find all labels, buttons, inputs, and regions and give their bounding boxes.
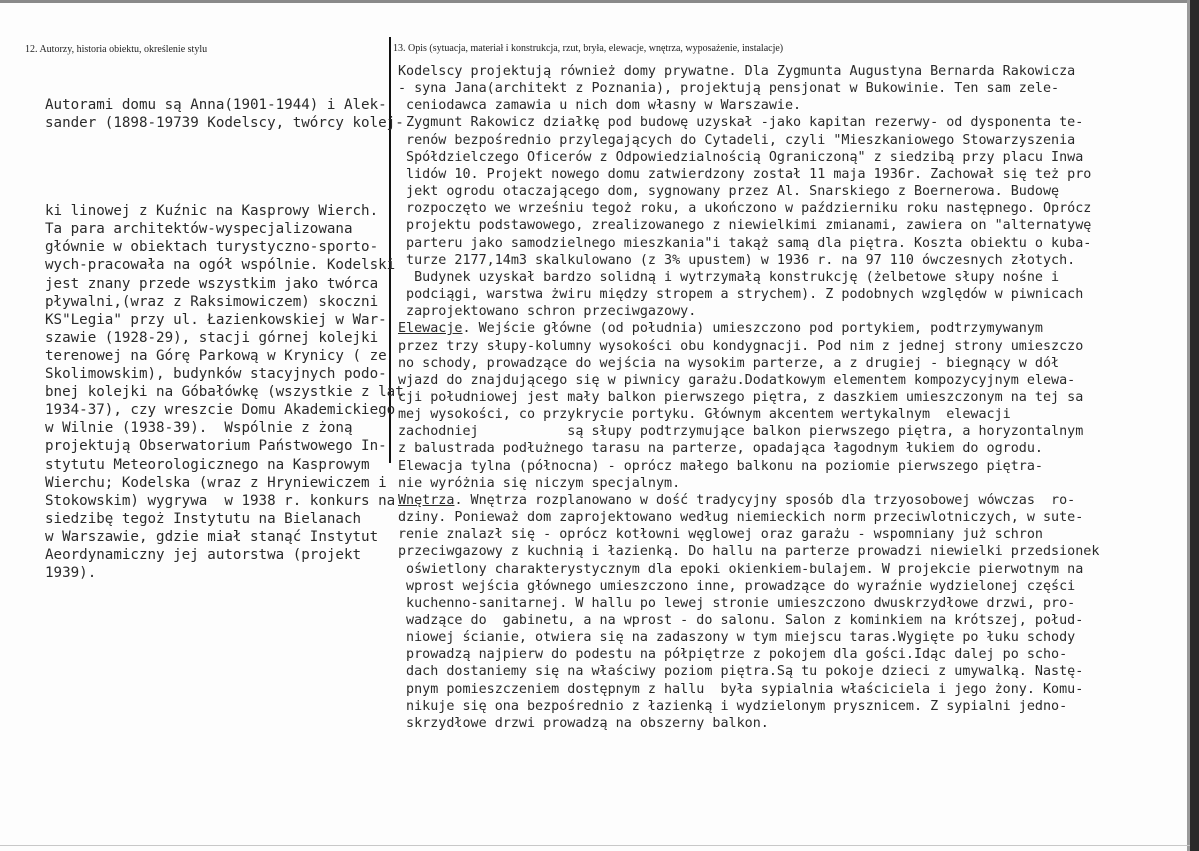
text-line: wprost wejścia głównego umieszczono inne, prowadzące do wyraźnie wydzielonej części — [398, 578, 1076, 594]
scan-bottom-edge — [0, 845, 1190, 846]
text-line: 1939). — [45, 565, 97, 582]
section-13-text — [398, 63, 1099, 732]
subsection-heading: Elewacje — [398, 321, 463, 337]
text-line: renie znalazł się - oprócz kotłowni węglowej oraz garażu - wspomniany już schron — [398, 527, 1043, 543]
text-line: sander (1898-19739 Kodelscy, twórcy kolej- — [45, 115, 404, 132]
text-line: głównie w obiektach turystyczno-sporto- — [45, 239, 379, 256]
text-line: parteru jako samodzielnego mieszkania"i takąż samą dla piętra. Koszta obiektu o kuba- — [398, 235, 1092, 251]
text-line: Spółdzielczego Oficerów z Odpowiedzialnością Ograniczoną" z siedzibą przy placu Inwa — [398, 149, 1084, 165]
text-line: 1934-37), czy wreszcie Domu Akademickiego — [45, 402, 396, 419]
text-line: pływalni,(wraz z Raksimowiczem) skoczni — [45, 293, 379, 310]
scan-right-border — [1190, 0, 1199, 851]
text-line: zachodniej są słupy podtrzymujące balkon pierwszego piętra, a horyzontalnym — [398, 424, 1084, 440]
text-line: ceniodawca zamawia u nich dom własny w Warszawie. — [398, 98, 802, 114]
text-line: terenowej na Górę Parkową w Krynicy ( ze — [45, 347, 387, 364]
text-line: projektu podstawowego, zrealizowanego z niewielkimi zmianami, zawiera on "alternatywę — [398, 218, 1092, 234]
text-line: Skolimowskim), budynków stacyjnych podo- — [45, 366, 387, 383]
text-line-rest: . Wejście główne (od południa) umieszczono pod portykiem, podtrzymywanym — [462, 321, 1043, 337]
section-13-label: 13. Opis (sytuacja, materiał i konstrukcja, rzut, bryła, elewacje, wnętrza, wyposażenie, instalacje) — [393, 43, 784, 54]
text-line: zaprojektowano schron przeciwgazowy. — [398, 304, 697, 320]
text-line: dziny. Ponieważ dom zaprojektowano według niemieckich norm przeciwlotniczych, w sute- — [398, 510, 1084, 526]
text-line: Kodelscy projektują również domy prywatne. Dla Zygmunta Augustyna Bernarda Rakowicza — [398, 64, 1076, 79]
text-line — [398, 492, 1099, 509]
text-line: cji południowej jest mały balkon pierwszego piętra, z daszkiem umieszczonym na tej sa — [398, 389, 1084, 405]
text-line: no schody, prowadzące do wejścia na wysokim parterze, a z drugiej - biegnący w dół — [398, 355, 1060, 371]
text-line: podciągi, warstwa żwiru między stropem a strychem). Z podobnych względów w piwnicach — [398, 287, 1084, 303]
text-line: przeciwgazowy z kuchnią i łazienką. Do hallu na parterze prowadzi niewielki przedsionek — [398, 544, 1100, 560]
text-line: rozpoczęto we wrześniu tegoż roku, a ukończono w październiku roku następnego. Oprócz — [398, 201, 1092, 217]
scan-top-edge — [0, 0, 1199, 3]
text-line: jekt ogrodu otaczającego dom, sygnowany przez Al. Snarskiego z Boernerowa. Budowę — [398, 184, 1060, 200]
text-line: wadzące do gabinetu, a na wprost - do salonu. Salon z kominkiem na krótszej, połud- — [398, 613, 1084, 628]
text-line: Elewacja tylna (północna) - oprócz małego balkonu na poziomie pierwszego piętra- — [398, 458, 1043, 474]
text-line: lidów 10. Projekt nowego domu zatwierdzony został 11 maja 1936r. Zachował się też pro — [398, 166, 1092, 182]
text-line: kuchenno-sanitarnej. W hallu po lewej stronie umieszczono dwuskrzydłowe drzwi, pro- — [398, 595, 1076, 611]
text-line: wjazd do znajdującego się w piwnicy garażu.Dodatkowym elementem kompozycyjnym elewa- — [398, 372, 1076, 388]
section-12-label: 12. Autorzy, historia obiektu, określenie stylu — [25, 44, 208, 55]
text-line: nikuje się ona bezpośrednio z łazienką i wydzielonym prysznicem. Z sypialni jedno- — [398, 698, 1068, 714]
text-line: - syna Jana(architekt z Poznania), projektują pensjonat w Bukowinie. Ten sam zele- — [398, 81, 1060, 97]
text-line: ki linowej z Kuźnic na Kasprowy Wierch. — [45, 203, 379, 220]
text-line: skrzydłowe drzwi prowadzą na obszerny balkon. — [398, 715, 769, 731]
subsection-heading: Wnętrza — [398, 492, 455, 508]
text-line: projektują Obserwatorium Państwowego In- — [45, 438, 387, 455]
text-line: stytutu Meteorologicznego na Kasprowym — [45, 456, 370, 473]
text-line: oświetlony charakterystycznym dla epoki okienkiem-bulajem. W projekcie pierwotnym na — [398, 561, 1084, 577]
text-line — [398, 320, 1099, 337]
text-line: pnym pomieszczeniem dostępnym z hallu była sypialnia właściciela i jego żony. Komu- — [398, 681, 1084, 697]
text-line: w Warszawie, gdzie miał stanąć Instytut — [45, 528, 379, 545]
text-line: w Wilnie (1938-39). Wspólnie z żoną — [45, 420, 353, 437]
text-line: Aeordynamiczny jej autorstwa (projekt — [45, 546, 362, 563]
text-line: szawie (1928-29), stacji górnej kolejki — [45, 329, 379, 346]
text-line: renów bezpośrednio przylegających do Cytadeli, czyli "Mieszkaniowego Stowarzyszenia — [398, 132, 1076, 148]
text-line: Stokowskim) wygrywa w 1938 r. konkurs na — [45, 492, 396, 509]
text-line: mej wysokości, co przykrycie portyku. Głównym akcentem wertykalnym elewacji — [398, 407, 1011, 423]
text-line: Wierchu; Kodelska (wraz z Hryniewiczem i — [45, 474, 387, 491]
text-line: siedzibę tegoż Instytutu na Bielanach — [45, 510, 362, 527]
text-line: jest znany przede wszystkim jako twórca — [45, 275, 379, 292]
text-line: KS"Legia" przy ul. Łazienkowskiej w War- — [45, 311, 387, 328]
text-line: prowadzą najpierw do podestu na półpiętrze z pokojem dla gości.Idąc dalej po scho- — [398, 647, 1068, 663]
text-line-rest: . Wnętrza rozplanowano w dość tradycyjny sposób dla trzyosobowej wówczas ro- — [454, 492, 1076, 508]
text-line: wych-pracowała na ogół wspólnie. Kodelski — [45, 257, 396, 274]
line-gap — [45, 164, 404, 170]
text-line: bnej kolejki na Góbałówkę (wszystkie z lat — [45, 384, 404, 401]
text-line: Zygmunt Rakowicz działkę pod budowę uzyskał -jako kapitan rezerwy- od dysponenta te- — [398, 115, 1084, 131]
text-line: Ta para architektów-wyspecjalizowana — [45, 221, 353, 238]
text-line: dach dostaniemy się na właściwy poziom piętra.Są tu pokoje dzieci z umywalką. Nastę- — [398, 664, 1084, 680]
text-line: Budynek uzyskał bardzo solidną i wytrzymałą konstrukcję (żelbetowe słupy nośne i — [398, 269, 1060, 285]
text-line: przez trzy słupy-kolumny wysokości obu kondygnacji. Pod nim z jednej strony umieszczo — [398, 338, 1084, 354]
section-12-text — [45, 64, 404, 598]
text-line: z balustrada podłużnego tarasu na parterze, opadająca łagodnym łukiem do ogrodu. — [398, 441, 1043, 457]
text-line: Autorami domu są Anna(1901-1944) i Alek- — [45, 97, 387, 113]
text-line: niowej ścianie, otwiera się na zadaszony w tym miejscu taras.Wygięte po łuku schody — [398, 630, 1076, 646]
text-line: nie wyróżnia się niczym specjalnym. — [398, 475, 681, 491]
text-line: turze 2177,14m3 skalkulowano (z 3% upustem) w 1936 r. na 97 110 ówczesnych złotych. — [398, 252, 1076, 268]
